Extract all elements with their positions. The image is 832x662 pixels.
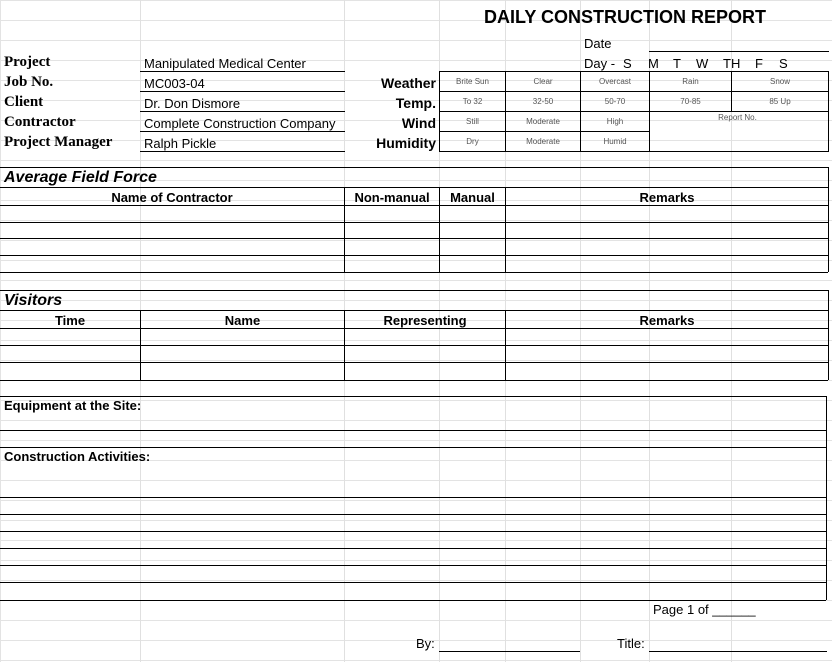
activities-line[interactable] <box>0 497 826 498</box>
table-row[interactable] <box>0 345 828 346</box>
date-underline <box>649 51 829 52</box>
by-label: By: <box>416 636 435 651</box>
title-signature-line[interactable] <box>649 651 827 652</box>
rule <box>0 290 828 291</box>
project-manager-label: Project Manager <box>4 134 113 150</box>
client-value[interactable]: Dr. Don Dismore <box>144 96 241 111</box>
wind-label: Wind <box>401 115 436 131</box>
col-non-manual: Non-manual <box>354 190 430 205</box>
rule <box>828 71 829 151</box>
rule <box>344 187 345 272</box>
table-row[interactable] <box>0 222 828 223</box>
day-wednesday[interactable]: W <box>696 56 709 71</box>
col-time: Time <box>54 313 86 328</box>
weather-option-rain[interactable]: Rain <box>682 77 699 86</box>
client-label: Client <box>4 94 44 110</box>
rule <box>0 447 826 448</box>
rule <box>505 187 506 272</box>
rule <box>439 131 649 132</box>
rule <box>0 167 828 168</box>
table-row[interactable] <box>0 238 828 239</box>
rule <box>140 71 345 72</box>
temp-option-85-up[interactable]: 85 Up <box>769 97 791 106</box>
rule <box>140 151 345 152</box>
rule <box>439 91 829 92</box>
project-manager-value[interactable]: Ralph Pickle <box>144 136 217 151</box>
rule <box>828 290 829 380</box>
rule <box>0 396 826 397</box>
rule <box>826 396 827 600</box>
col-name-of-contractor: Name of Contractor <box>111 190 233 205</box>
humidity-option-moderate[interactable]: Moderate <box>526 137 560 146</box>
temp-option-50-70[interactable]: 50-70 <box>604 97 626 106</box>
project-value[interactable]: Manipulated Medical Center <box>144 56 306 71</box>
by-signature-line[interactable] <box>439 651 580 652</box>
job-no-label: Job No. <box>4 74 54 90</box>
weather-option-snow[interactable]: Snow <box>769 77 790 86</box>
rule <box>140 111 345 112</box>
col-name: Name <box>224 313 261 328</box>
activities-line[interactable] <box>0 514 826 515</box>
humidity-option-humid[interactable]: Humid <box>603 137 627 146</box>
col-visitors-remarks: Remarks <box>639 313 695 328</box>
humidity-option-dry[interactable]: Dry <box>466 137 479 146</box>
weather-option-overcast[interactable]: Overcast <box>598 77 631 86</box>
job-no-value[interactable]: MC003-04 <box>144 76 205 91</box>
title-label: Title: <box>617 636 645 651</box>
humidity-label: Humidity <box>376 135 436 151</box>
activities-line[interactable] <box>0 565 826 566</box>
day-label: Day - <box>584 56 616 71</box>
date-label: Date <box>584 36 612 51</box>
contractor-value[interactable]: Complete Construction Company <box>144 116 336 131</box>
weather-option-clear[interactable]: Clear <box>533 77 553 86</box>
weather-label: Weather <box>381 75 436 91</box>
equipment-label: Equipment at the Site: <box>4 398 142 413</box>
table-row[interactable] <box>0 328 828 329</box>
field-force-title: Average Field Force <box>4 169 157 186</box>
contractor-label: Contractor <box>4 114 76 130</box>
rule <box>0 187 828 188</box>
temp-option-to-32[interactable]: To 32 <box>462 97 483 106</box>
weather-option-brite-sun[interactable]: Brite Sun <box>456 77 489 86</box>
col-field-force-remarks: Remarks <box>639 190 695 205</box>
table-row[interactable] <box>0 380 828 381</box>
temp-label: Temp. <box>395 95 436 111</box>
day-monday[interactable]: M <box>648 56 659 71</box>
day-thursday[interactable]: TH <box>723 56 741 71</box>
rule <box>0 310 828 311</box>
activities-line[interactable] <box>0 548 826 549</box>
day-tuesday[interactable]: T <box>673 56 681 71</box>
rule <box>439 151 829 152</box>
page-number: Page 1 of ______ <box>653 602 756 617</box>
temp-option-70-85[interactable]: 70-85 <box>680 97 701 106</box>
activities-label: Construction Activities: <box>4 449 151 464</box>
rule <box>140 131 345 132</box>
day-saturday[interactable]: S <box>779 56 788 71</box>
activities-line[interactable] <box>0 582 826 583</box>
activities-line[interactable] <box>0 531 826 532</box>
wind-option-still[interactable]: Still <box>466 117 479 126</box>
rule <box>439 187 440 272</box>
day-sunday[interactable]: S <box>623 56 632 71</box>
rule <box>439 71 829 72</box>
visitors-title: Visitors <box>4 292 63 309</box>
wind-option-high[interactable]: High <box>606 117 624 126</box>
wind-option-moderate[interactable]: Moderate <box>526 117 560 126</box>
project-label: Project <box>4 54 51 70</box>
rule <box>439 111 829 112</box>
table-row[interactable] <box>0 362 828 363</box>
activities-line[interactable] <box>0 600 826 601</box>
table-row[interactable] <box>0 205 828 206</box>
temp-option-32-50[interactable]: 32-50 <box>532 97 554 106</box>
rule <box>828 167 829 272</box>
rule <box>140 91 345 92</box>
col-representing: Representing <box>383 313 467 328</box>
table-row[interactable] <box>0 272 828 273</box>
report-title: DAILY CONSTRUCTION REPORT <box>484 7 767 27</box>
equipment-line[interactable] <box>0 430 826 431</box>
day-friday[interactable]: F <box>755 56 763 71</box>
col-manual: Manual <box>450 190 495 205</box>
report-no-label: Report No. <box>718 113 757 122</box>
table-row[interactable] <box>0 255 828 256</box>
